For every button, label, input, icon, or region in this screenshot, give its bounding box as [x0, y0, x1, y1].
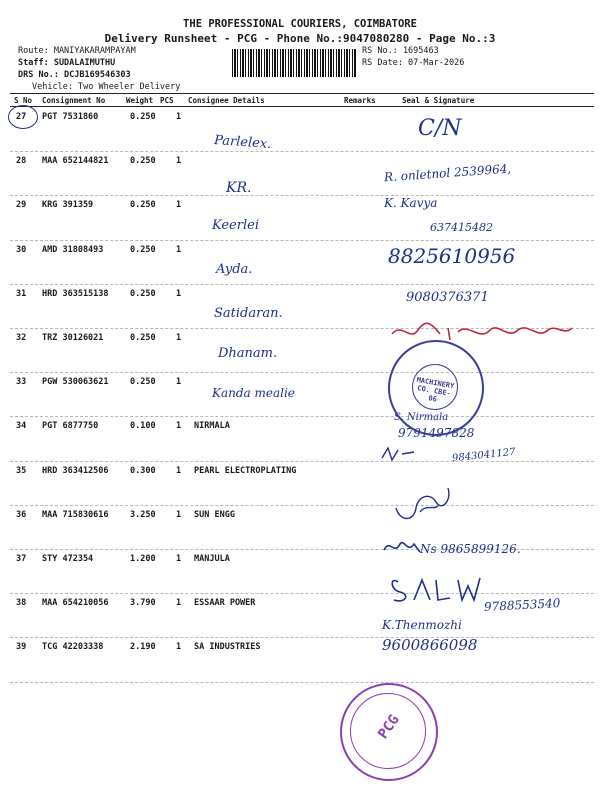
row-pcs: 1	[176, 333, 182, 343]
row-consignee: MANJULA	[194, 554, 230, 564]
row-divider	[10, 637, 594, 638]
row-sno: 35	[16, 465, 27, 476]
handwritten-signature: C/N	[418, 116, 462, 141]
row-consignment: HRD 363412506	[42, 465, 109, 476]
handwritten-name: Keerlei	[212, 218, 259, 233]
row-divider	[10, 195, 594, 196]
signature-scribble	[388, 572, 498, 606]
row-consignment: TRZ 30126021	[42, 333, 104, 343]
signature-scribble	[380, 444, 420, 464]
row-consignment: AMD 31808493	[42, 244, 104, 255]
stamp-text: PCG	[375, 712, 403, 742]
row-sno: 32	[16, 333, 27, 343]
drs-number: DRS No.: DCJB169546303	[18, 70, 131, 80]
row-sno: 27	[16, 112, 27, 122]
row-pcs: 1	[176, 598, 182, 609]
handwritten-signature: 9843041127	[451, 446, 517, 465]
row-consignment: MAA 715830616	[42, 509, 109, 520]
sno-circle-mark	[8, 105, 38, 129]
row-divider	[10, 682, 594, 683]
row-consignment: PGT 6877750	[42, 421, 99, 432]
row-consignment: STY 472354	[42, 554, 94, 564]
row-divider	[10, 416, 594, 417]
row-weight: 0.250	[130, 377, 156, 388]
row-pcs: 1	[176, 377, 182, 388]
row-consignment: PGT 7531860	[42, 112, 99, 122]
row-consignee: PEARL ELECTROPLATING	[194, 465, 297, 476]
row-consignment: PGW 530063621	[42, 377, 109, 388]
row-divider	[10, 151, 594, 152]
handwritten-signature: K. Kavya	[384, 196, 438, 210]
col-consignee: Consignee Details	[188, 96, 265, 105]
row-sno: 39	[16, 642, 27, 653]
row-pcs: 1	[176, 554, 182, 564]
red-signature	[388, 318, 578, 346]
table-header-rule	[10, 106, 594, 107]
handwritten-name: Dhanam.	[218, 346, 278, 361]
row-weight: 0.250	[130, 112, 156, 122]
rs-date: RS Date: 07-Mar-2026	[362, 58, 465, 68]
row-divider	[10, 240, 594, 241]
row-consignee: SUN ENGG	[194, 509, 235, 520]
row-pcs: 1	[176, 465, 182, 476]
handwritten-name: Ayda.	[216, 262, 253, 277]
row-sno: 28	[16, 156, 27, 167]
row-consignment: KRG 391359	[42, 200, 94, 211]
route-label: Route: MANIYAKARAMPAYAM	[18, 46, 136, 56]
table-top-rule	[10, 93, 594, 94]
row-pcs: 1	[176, 642, 182, 653]
row-weight: 0.250	[130, 156, 156, 167]
row-weight: 1.200	[130, 554, 156, 564]
row-sno: 31	[16, 288, 27, 299]
signature-scribble	[390, 482, 460, 526]
row-sno: 37	[16, 554, 27, 564]
row-consignee: ESSAAR POWER	[194, 598, 256, 609]
row-consignment: HRD 363515138	[42, 288, 109, 299]
row-consignment: TCG 42203338	[42, 642, 104, 653]
vehicle-label: Vehicle: Two Wheeler Delivery	[32, 82, 181, 92]
handwritten-signature: 8825610956	[388, 244, 516, 268]
row-sno: 30	[16, 244, 27, 255]
row-sno: 34	[16, 421, 27, 432]
row-divider	[10, 505, 594, 506]
row-consignment: MAA 654210056	[42, 598, 109, 609]
staff-label: Staff: SUDALAIMUTHU	[18, 58, 116, 68]
row-consignment: MAA 652144821	[42, 156, 109, 167]
stamp-text: MACHINERY CO. CBE-06	[416, 375, 455, 404]
row-weight: 2.190	[130, 642, 156, 653]
row-pcs: 1	[176, 112, 182, 122]
pcg-seal-stamp	[340, 683, 438, 781]
row-weight: 3.790	[130, 598, 156, 609]
handwritten-name: Kanda mealie	[212, 386, 295, 400]
handwritten-name: Parlelex.	[213, 133, 272, 152]
handwritten-signature: 9600866098	[382, 636, 478, 654]
col-seal-signature: Seal & Signature	[402, 96, 475, 105]
row-pcs: 1	[176, 200, 182, 211]
handwritten-signature: Ns 9865899126.	[420, 542, 521, 556]
row-weight: 3.250	[130, 509, 156, 520]
row-sno: 38	[16, 598, 27, 609]
row-divider	[10, 372, 594, 373]
row-pcs: 1	[176, 244, 182, 255]
row-weight: 0.250	[130, 200, 156, 211]
handwritten-signature: 9080376371	[406, 290, 489, 305]
row-sno: 33	[16, 377, 27, 388]
handwritten-signature: K.Thenmozhi	[382, 618, 462, 632]
row-divider	[10, 593, 594, 594]
row-weight: 0.250	[130, 288, 156, 299]
row-pcs: 1	[176, 509, 182, 520]
handwritten-signature: 9788553540	[483, 596, 561, 614]
row-weight: 0.100	[130, 421, 156, 432]
handwritten-signature: 9791497828	[398, 426, 475, 440]
row-pcs: 1	[176, 421, 182, 432]
row-pcs: 1	[176, 156, 182, 167]
company-seal-stamp	[388, 340, 484, 436]
row-divider	[10, 461, 594, 462]
runsheet-title: Delivery Runsheet - PCG - Phone No.:9047080280 - Page No.:3	[104, 32, 496, 45]
handwritten-name: Satidaran.	[214, 306, 283, 321]
col-weight: Weight	[126, 96, 154, 105]
row-sno: 36	[16, 509, 27, 520]
handwritten-signature: R. onletnol 2539964,	[383, 161, 512, 185]
company-name: THE PROFESSIONAL COURIERS, COIMBATORE	[183, 18, 417, 30]
row-weight: 0.250	[130, 333, 156, 343]
row-weight: 0.250	[130, 244, 156, 255]
row-consignee: SA INDUSTRIES	[194, 642, 261, 653]
col-consignment: Consignment No	[42, 96, 106, 105]
row-consignee: NIRMALA	[194, 421, 230, 432]
col-pcs: PCS	[160, 96, 174, 105]
row-divider	[10, 284, 594, 285]
handwritten-name: KR.	[226, 180, 252, 196]
col-sno: S No	[14, 96, 33, 105]
rs-number: RS No.: 1695463	[362, 46, 439, 56]
row-weight: 0.300	[130, 465, 156, 476]
row-sno: 29	[16, 200, 27, 211]
row-pcs: 1	[176, 288, 182, 299]
col-remarks: Remarks	[344, 96, 376, 105]
barcode	[232, 49, 356, 77]
signature-scribble	[380, 536, 424, 558]
handwritten-signature: 637415482	[430, 221, 493, 234]
handwritten-signature: S. Nirmala	[394, 412, 449, 423]
